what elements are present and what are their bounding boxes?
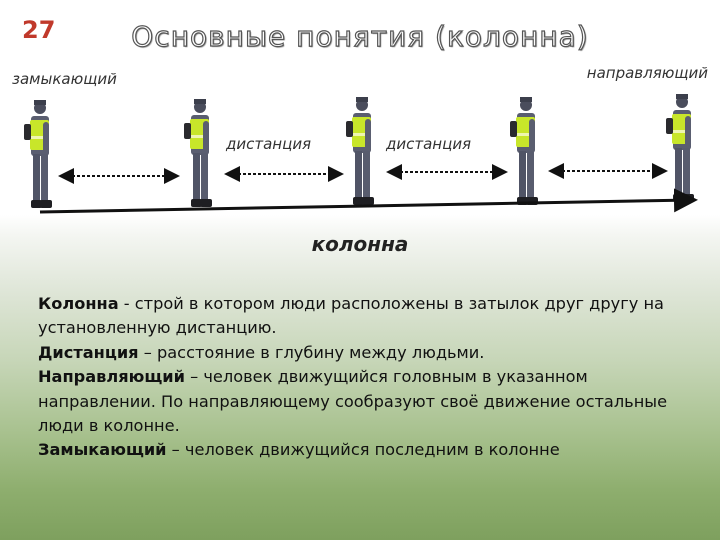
definitions-block bbox=[38, 292, 708, 463]
term: Направляющий bbox=[38, 367, 185, 387]
person-4 bbox=[510, 97, 538, 205]
label-distance-1: дистанция bbox=[226, 135, 312, 153]
term: Колонна bbox=[38, 294, 119, 313]
slide-title: Основные понятия (колонна) bbox=[131, 20, 589, 53]
definition-last bbox=[38, 438, 708, 462]
label-distance-2: дистанция bbox=[386, 135, 472, 153]
definition-text: - строй в котором люди расположены в затылок друг другу на установленную дистанцию. bbox=[38, 294, 664, 338]
definition-distance bbox=[38, 341, 708, 365]
term: Замыкающий bbox=[38, 440, 167, 460]
column-diagram bbox=[0, 0, 720, 260]
definition-lead bbox=[38, 365, 708, 438]
definition-column bbox=[38, 292, 708, 341]
person-2 bbox=[184, 99, 212, 207]
label-lead-person: направляющий bbox=[586, 64, 708, 82]
label-last-person: замыкающий bbox=[12, 70, 117, 88]
person-3-center bbox=[346, 97, 374, 205]
slide-number: 27 bbox=[22, 16, 56, 44]
definition-text: – расстояние в глубину между людьми. bbox=[138, 342, 485, 362]
person-last bbox=[24, 100, 52, 208]
label-column: колонна bbox=[311, 232, 409, 256]
term: Дистанция bbox=[38, 342, 139, 362]
definition-text: – человек движущийся головным в указанном направлении. По направляющему сообразуют своё движение остальные люди в колонне. bbox=[38, 367, 668, 436]
definition-text: – человек движущийся последним в колонне bbox=[166, 440, 560, 460]
person-lead bbox=[666, 94, 694, 202]
